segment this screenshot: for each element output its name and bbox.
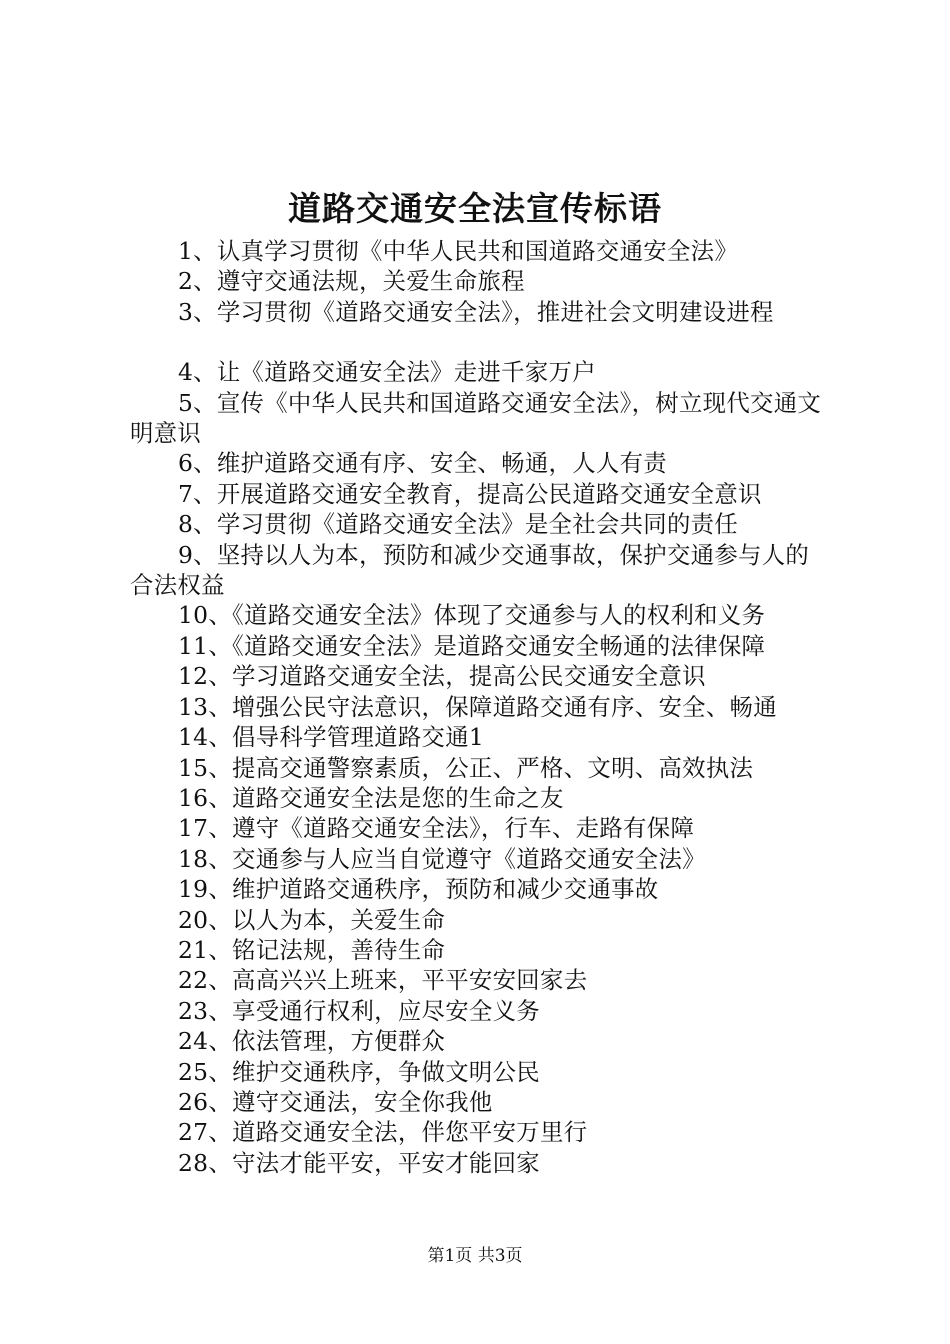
slogan-item: 17、遵守《道路交通安全法》，行车、走路有保障 [177, 814, 695, 843]
slogan-item: 5、宣传《中华人民共和国道路交通安全法》，树立现代交通文明意识 [130, 388, 822, 448]
slogan-item: 9、坚持以人为本，预防和减少交通事故，保护交通参与人的合法权益 [130, 540, 810, 600]
slogan-item: 10、《道路交通安全法》体现了交通参与人的权利和义务 [177, 601, 766, 630]
slogan-item: 14、倡导科学管理道路交通1 [177, 723, 485, 752]
slogan-item: 21、铭记法规，善待生命 [177, 935, 446, 964]
slogan-item: 15、提高交通警察素质，公正、严格、文明、高效执法 [177, 753, 754, 782]
slogan-item: 12、学习道路交通安全法，提高公民交通安全意识 [177, 662, 706, 691]
slogan-item: 7、开展道路交通安全教育，提高公民道路交通安全意识 [177, 479, 762, 508]
slogan-item: 8、学习贯彻《道路交通安全法》是全社会共同的责任 [177, 510, 739, 539]
slogan-item: 24、依法管理，方便群众 [177, 1027, 446, 1056]
slogan-item: 26、遵守交通法，安全你我他 [177, 1087, 493, 1116]
slogan-item: 25、维护交通秩序，争做文明公民 [177, 1057, 540, 1086]
slogan-list [130, 236, 832, 1178]
slogan-item: 2、遵守交通法规，关爱生命旅程 [177, 267, 525, 296]
slogan-item: 6、维护道路交通有序、安全、畅通，人人有责 [177, 449, 667, 478]
slogan-item: 11、《道路交通安全法》是道路交通安全畅通的法律保障 [177, 631, 766, 660]
page-number: 第1页 共3页 [427, 1246, 523, 1266]
document-title: 道路交通安全法宣传标语 [288, 189, 662, 228]
slogan-item: 19、维护道路交通秩序，预防和减少交通事故 [177, 875, 659, 904]
slogan-item: 22、高高兴兴上班来，平平安安回家去 [177, 966, 588, 995]
slogan-item: 18、交通参与人应当自觉遵守《道路交通安全法》 [177, 844, 706, 873]
slogan-item: 28、守法才能平安，平安才能回家 [177, 1148, 540, 1177]
slogan-item: 16、道路交通安全法是您的生命之友 [177, 783, 564, 812]
slogan-item: 27、道路交通安全法，伴您平安万里行 [177, 1118, 588, 1147]
slogan-item: 4、让《道路交通安全法》走进千家万户 [177, 358, 596, 387]
slogan-item: 3、学习贯彻《道路交通安全法》，推进社会文明建设进程 [177, 297, 774, 326]
slogan-item: 1、认真学习贯彻《中华人民共和国道路交通安全法》 [177, 237, 739, 265]
slogan-item: 13、增强公民守法意识，保障道路交通有序、安全、畅通 [177, 692, 777, 721]
slogan-item: 20、以人为本，关爱生命 [177, 905, 446, 934]
slogan-item: 23、享受通行权利，应尽安全义务 [177, 996, 540, 1025]
